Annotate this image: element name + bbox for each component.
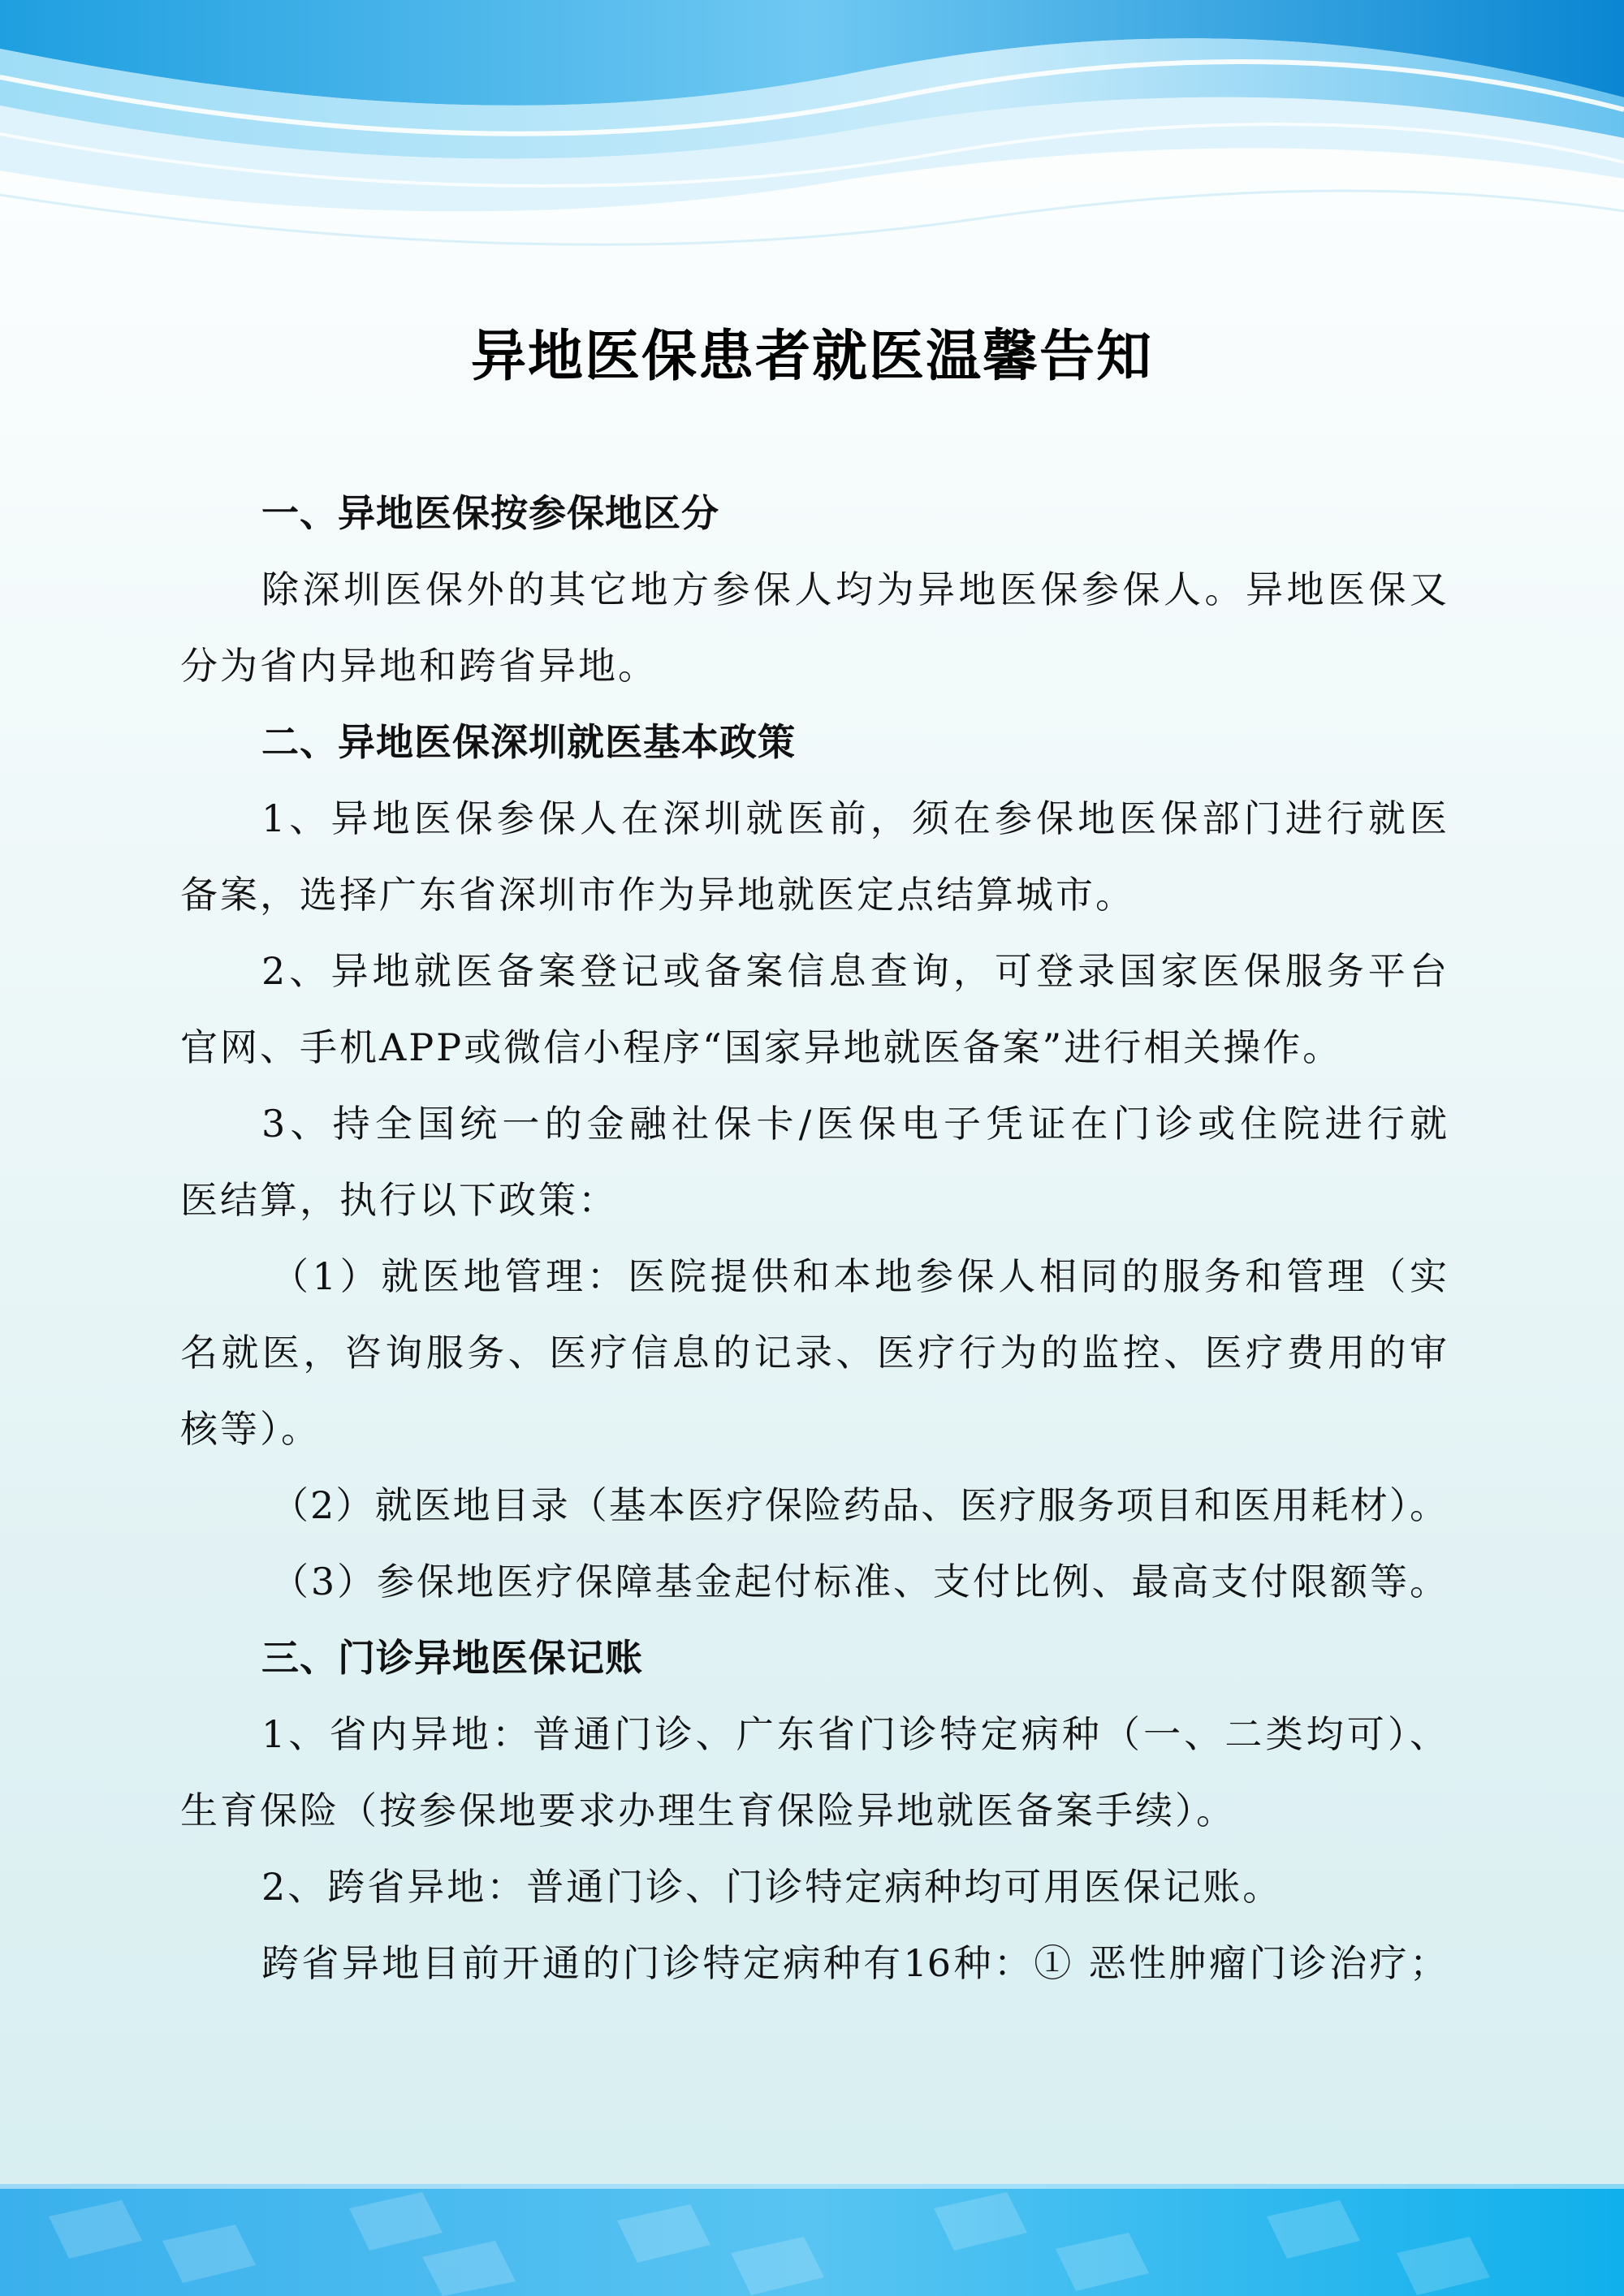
notice-body: [180, 475, 1447, 2001]
paragraph-line: 1、异地医保参保人在深圳就医前，须在参保地医保部门进行就医: [261, 796, 1447, 840]
paragraph-line: 医结算，执行以下政策：: [180, 1178, 618, 1222]
paragraph-line: 备案，选择广东省深圳市作为异地就医定点结算城市。: [180, 873, 1135, 917]
paragraph-line: 2、异地就医备案登记或备案信息查询，可登录国家医保服务平台: [261, 949, 1447, 993]
paragraph-line: 1、省内异地：普通门诊、广东省门诊特定病种（一、二类均可）、: [261, 1712, 1447, 1756]
section-heading-2: 二、异地医保深圳就医基本政策: [261, 720, 796, 764]
paragraph-line: 除深圳医保外的其它地方参保人均为异地医保参保人。异地医保又: [261, 568, 1447, 611]
paragraph-line: （3）参保地医疗保障基金起付标准、支付比例、最高支付限额等。: [271, 1560, 1447, 1603]
paragraph-line: 官网、手机APP或微信小程序“国家异地就医备案”进行相关操作。: [180, 1025, 1343, 1069]
paragraph-line: 2、跨省异地：普通门诊、门诊特定病种均可用医保记账。: [261, 1865, 1283, 1909]
section-heading-3: 三、门诊异地医保记账: [261, 1636, 643, 1680]
paragraph-line: 跨省异地目前开通的门诊特定病种有16种：① 恶性肿瘤门诊治疗；: [261, 1941, 1447, 1985]
paragraph-line: 生育保险（按参保地要求办理生育保险异地就医备案手续）。: [180, 1789, 1236, 1832]
page-title: 异地医保患者就医温馨告知: [470, 324, 1153, 389]
paragraph-line: 3、持全国统一的金融社保卡/医保电子凭证在门诊或住院进行就: [261, 1102, 1447, 1146]
paragraph-line: 核等）。: [180, 1407, 321, 1451]
decorative-bottom-band: [0, 2184, 1624, 2296]
paragraph-line: （2）就医地目录（基本医疗保险药品、医疗服务项目和医用耗材）。: [271, 1483, 1447, 1527]
paragraph-line: 名就医，咨询服务、医疗信息的记录、医疗行为的监控、医疗费用的审: [180, 1331, 1447, 1375]
paragraph-line: （1）就医地管理：医院提供和本地参保人相同的服务和管理（实: [271, 1254, 1447, 1298]
paragraph-line: 分为省内异地和跨省异地。: [180, 644, 658, 688]
decorative-top-wave: [0, 0, 1624, 292]
section-heading-1: 一、异地医保按参保地区分: [261, 491, 719, 535]
